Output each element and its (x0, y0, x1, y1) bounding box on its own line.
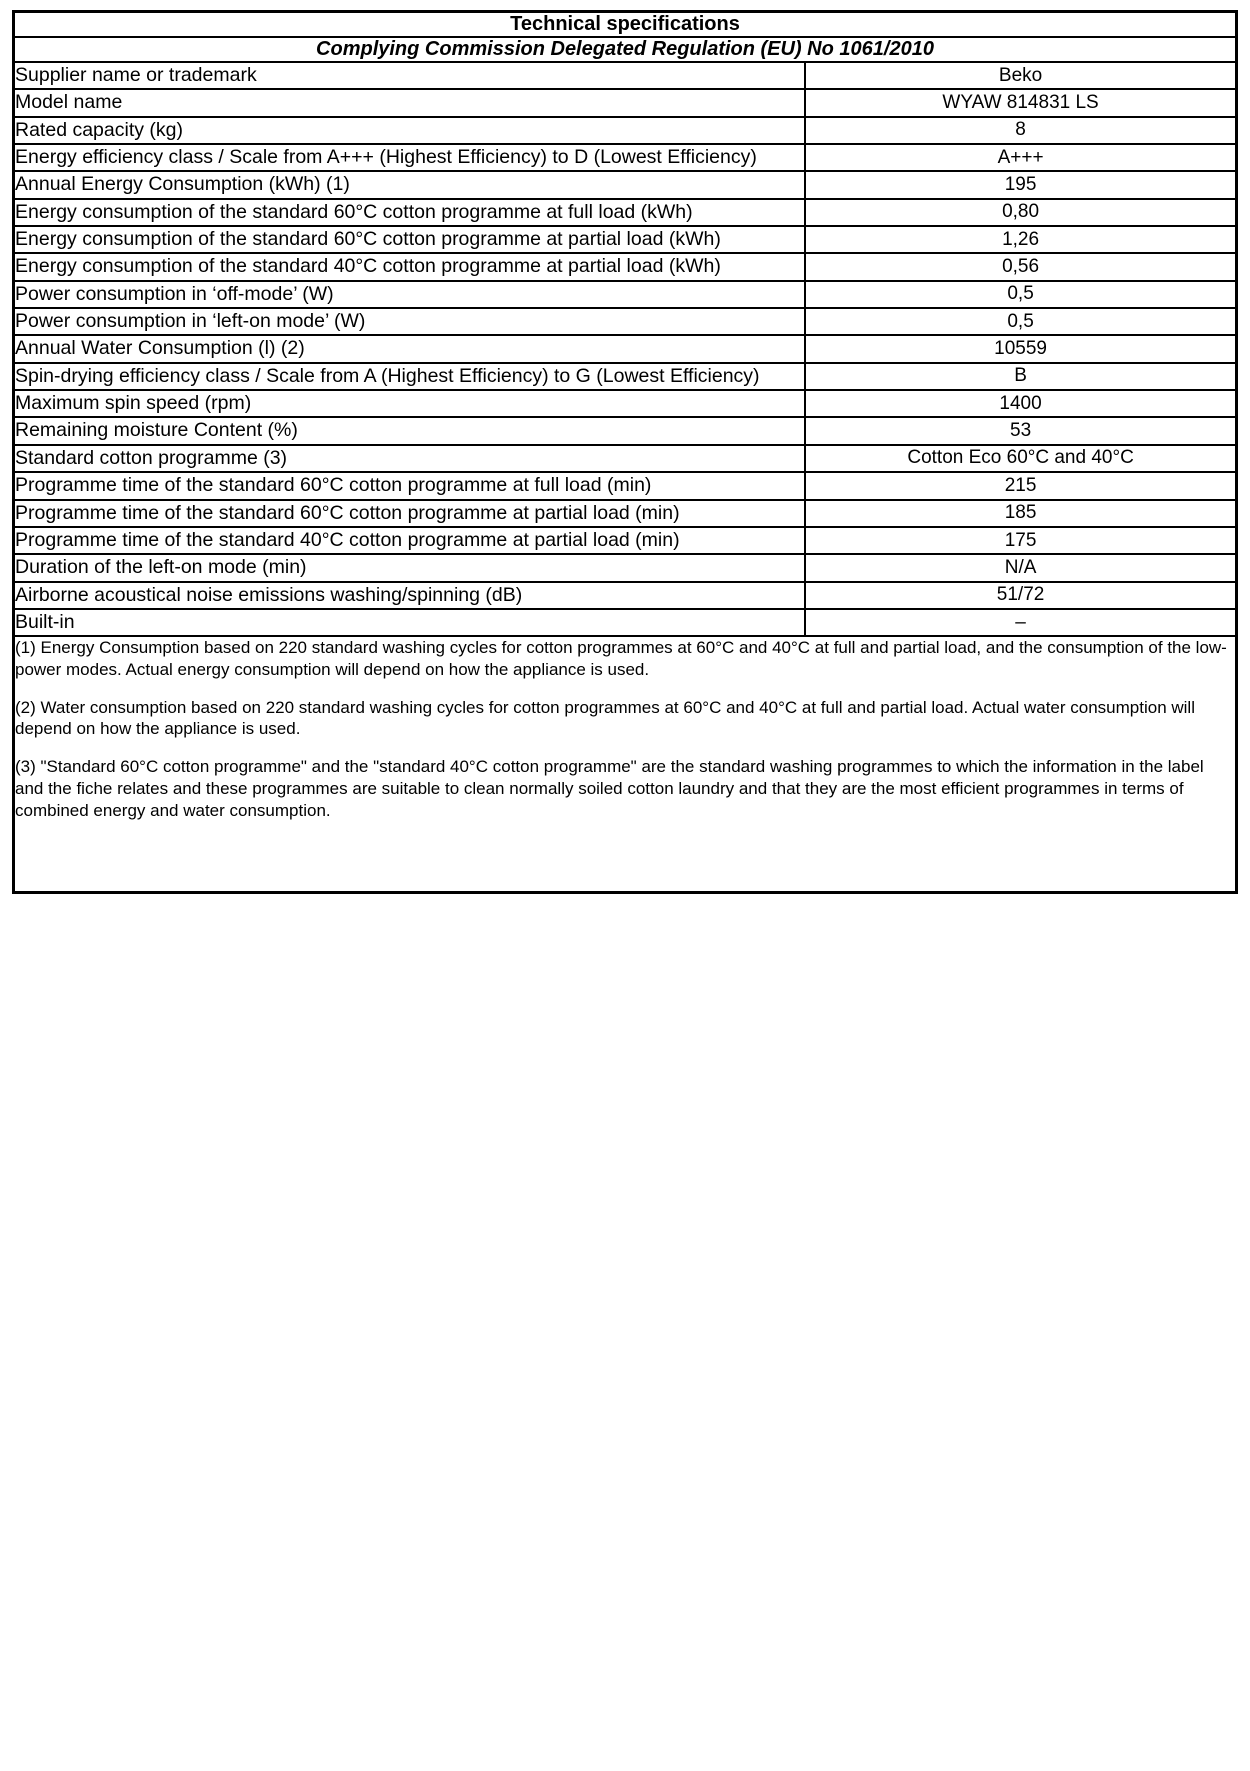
spec-value: A+++ (805, 144, 1236, 171)
spec-label: Remaining moisture Content (%) (14, 417, 806, 444)
table-row (14, 253, 1237, 280)
table-row (14, 281, 1237, 308)
table-row (14, 335, 1237, 362)
spec-value: 53 (805, 417, 1236, 444)
table-row (14, 144, 1237, 171)
specifications-table (12, 10, 1238, 894)
table-row (14, 89, 1237, 116)
spec-value: B (805, 363, 1236, 390)
spec-value: 1,26 (805, 226, 1236, 253)
spec-label: Programme time of the standard 40°C cotton programme at partial load (min) (14, 527, 806, 554)
spec-value: Beko (805, 62, 1236, 89)
footnote-3: (3) "Standard 60°C cotton programme" and the "standard 40°C cotton programme" are the standard washing programmes to which the information in the label and the fiche relates and these programmes are suitable to clean normally soiled cotton laundry and that they are the most efficient programmes in terms of combined energy and water consumption. (15, 757, 1204, 820)
spec-value: 0,5 (805, 281, 1236, 308)
spec-value: 51/72 (805, 582, 1236, 609)
spec-label: Energy consumption of the standard 40°C cotton programme at partial load (kWh) (14, 253, 806, 280)
spec-value: 175 (805, 527, 1236, 554)
spec-label: Rated capacity (kg) (14, 117, 806, 144)
table-row (14, 445, 1237, 472)
spec-value: 10559 (805, 335, 1236, 362)
spec-label: Duration of the left-on mode (min) (14, 554, 806, 581)
table-row (14, 171, 1237, 198)
spec-value: – (805, 609, 1236, 636)
spec-label: Programme time of the standard 60°C cotton programme at partial load (min) (14, 500, 806, 527)
spec-value: 0,80 (805, 199, 1236, 226)
table-row (14, 363, 1237, 390)
spec-label: Annual Water Consumption (l) (2) (14, 335, 806, 362)
spec-label: Annual Energy Consumption (kWh) (1) (14, 171, 806, 198)
table-row (14, 62, 1237, 89)
footnote-1: (1) Energy Consumption based on 220 standard washing cycles for cotton programmes at 60°C and 40°C at full and partial load, and the consumption of the low-power modes. Actual energy consumption will depend on how the appliance is used. (15, 638, 1227, 679)
table-row-footnotes (14, 636, 1237, 893)
spec-label: Maximum spin speed (rpm) (14, 390, 806, 417)
spec-label: Standard cotton programme (3) (14, 445, 806, 472)
footnote-2: (2) Water consumption based on 220 standard washing cycles for cotton programmes at 60°C and 40°C at full and partial load. Actual water consumption will depend on how the appliance is used. (15, 697, 1195, 739)
spec-label: Energy efficiency class / Scale from A+++ (Highest Efficiency) to D (Lowest Efficiency) (14, 144, 806, 171)
table-row (14, 117, 1237, 144)
spec-label: Power consumption in ‘off-mode’ (W) (14, 281, 806, 308)
table-row (14, 609, 1237, 636)
spec-label: Airborne acoustical noise emissions washing/spinning (dB) (14, 582, 806, 609)
table-row (14, 199, 1237, 226)
footnotes (14, 636, 1237, 893)
spec-label: Energy consumption of the standard 60°C cotton programme at partial load (kWh) (14, 226, 806, 253)
page-title: Technical specifications (14, 12, 1237, 38)
spec-label: Programme time of the standard 60°C cotton programme at full load (min) (14, 472, 806, 499)
spec-value: WYAW 814831 LS (805, 89, 1236, 116)
spec-label: Power consumption in ‘left-on mode’ (W) (14, 308, 806, 335)
spec-value: 215 (805, 472, 1236, 499)
spec-value: N/A (805, 554, 1236, 581)
table-row (14, 390, 1237, 417)
table-row-title (14, 12, 1237, 38)
spec-value: 8 (805, 117, 1236, 144)
spec-label: Built-in (14, 609, 806, 636)
spec-value: 195 (805, 171, 1236, 198)
spec-value: 1400 (805, 390, 1236, 417)
table-row-subtitle (14, 37, 1237, 62)
table-row (14, 582, 1237, 609)
spec-label: Energy consumption of the standard 60°C cotton programme at full load (kWh) (14, 199, 806, 226)
spec-label: Model name (14, 89, 806, 116)
table-row (14, 500, 1237, 527)
table-body (14, 12, 1237, 893)
spec-label: Supplier name or trademark (14, 62, 806, 89)
table-row (14, 226, 1237, 253)
spec-value: 0,5 (805, 308, 1236, 335)
spec-value: 0,56 (805, 253, 1236, 280)
spec-value: Cotton Eco 60°C and 40°C (805, 445, 1236, 472)
footnotes-spacer (15, 837, 1235, 891)
table-row (14, 527, 1237, 554)
page-subtitle: Complying Commission Delegated Regulation (EU) No 1061/2010 (14, 37, 1237, 62)
table-row (14, 308, 1237, 335)
spec-value: 185 (805, 500, 1236, 527)
table-row (14, 554, 1237, 581)
table-row (14, 472, 1237, 499)
spec-label: Spin-drying efficiency class / Scale from A (Highest Efficiency) to G (Lowest Efficiency) (14, 363, 806, 390)
table-row (14, 417, 1237, 444)
